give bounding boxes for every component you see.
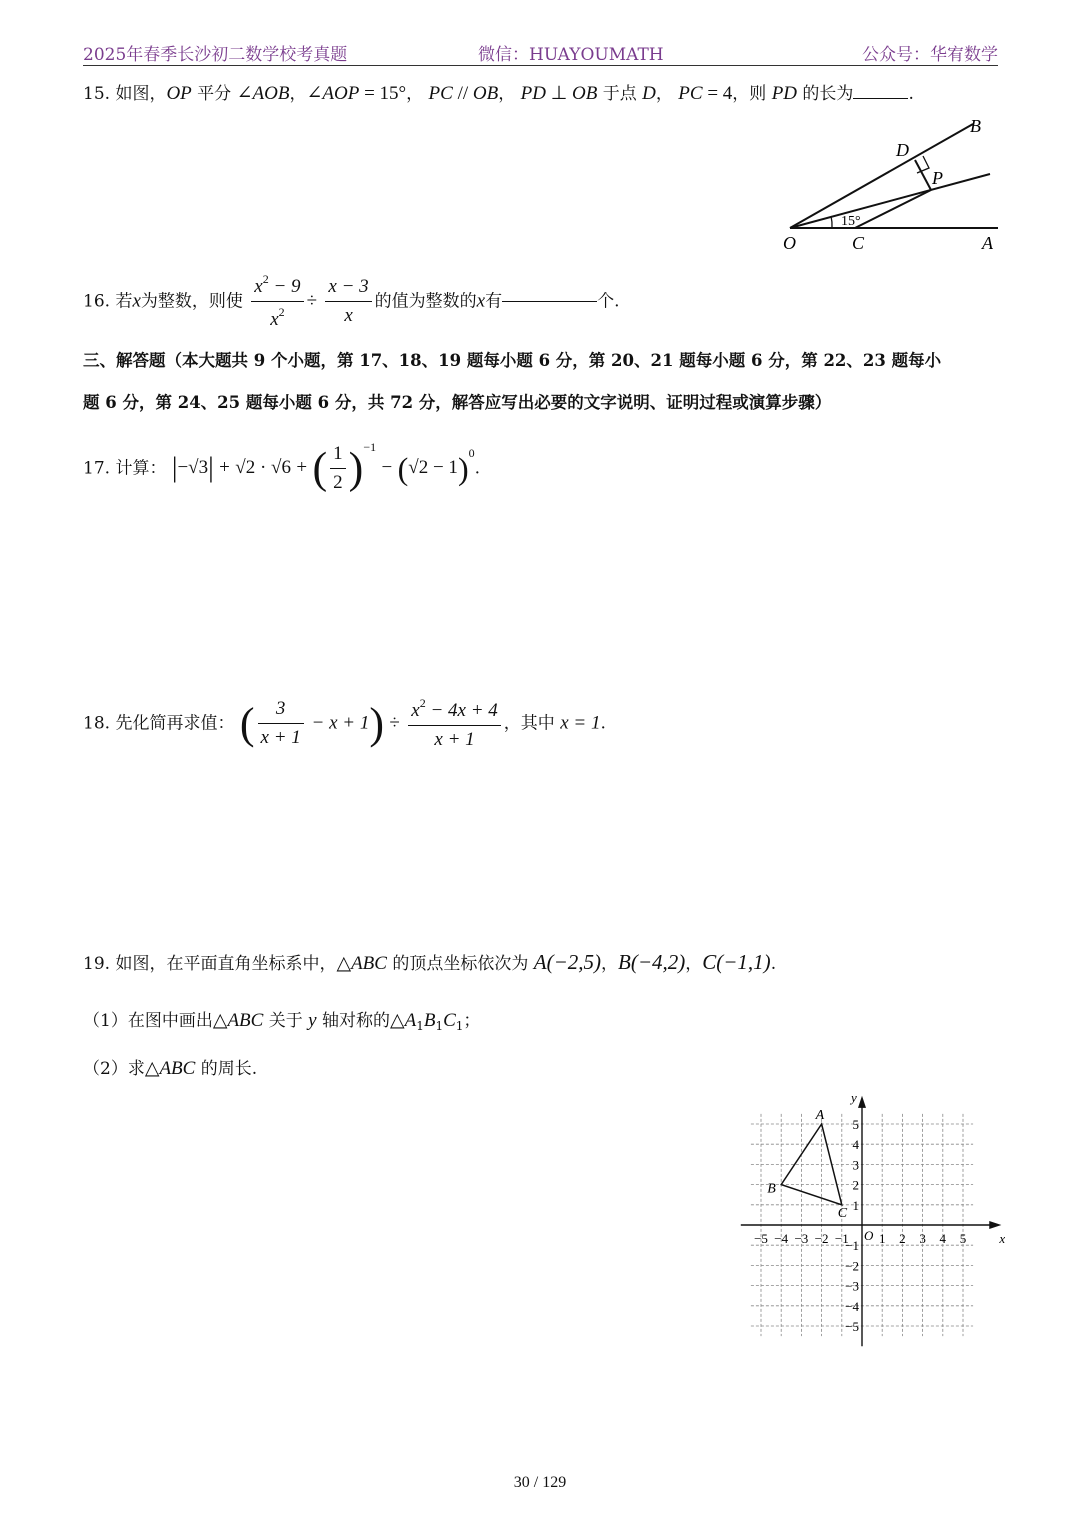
point-label-c: C (837, 1205, 848, 1221)
q15-text: . (908, 84, 914, 104)
q15-math: = 4 (702, 83, 733, 104)
q16-math: x (132, 290, 141, 312)
question-17 (83, 440, 480, 494)
page-number: 30 / 129 (513, 1474, 567, 1491)
label-a: A (982, 233, 993, 253)
q18-text: . (600, 713, 606, 734)
point-label-b: B (767, 1181, 776, 1197)
x-tick-label: 4 (939, 1231, 947, 1246)
y-tick-label: 2 (852, 1177, 859, 1193)
q19-text: 轴对称的 (316, 1011, 390, 1031)
q15-math: OP (166, 83, 192, 104)
figure-19-coordinate-grid (752, 1089, 1006, 1342)
q17-math: √2 (235, 457, 256, 479)
q19-text: . (770, 954, 777, 974)
q15-math: ∠AOB (236, 83, 290, 104)
y-tick-label: −3 (845, 1278, 859, 1294)
y-tick-label: 4 (852, 1137, 859, 1153)
q15-math: PC (428, 83, 453, 104)
q19-text: ， (685, 954, 703, 974)
q17-math: − (381, 457, 393, 479)
label-c: C (852, 233, 865, 253)
q19-subscript: 1 (455, 1019, 464, 1033)
q15-text: ， (498, 84, 516, 104)
y-tick-label: −1 (845, 1238, 859, 1254)
abs-bar: | (208, 452, 214, 484)
q17-math: + (219, 457, 230, 479)
x-tick-label: 2 (899, 1231, 906, 1246)
q15-text: 的长为 (797, 84, 854, 104)
q18-frac-text: x (411, 700, 420, 721)
label-b: B (970, 116, 981, 136)
q17-exponent: −1 (363, 440, 377, 454)
q17-math: + (296, 457, 308, 479)
q15-text: ， (655, 84, 673, 104)
q18-fraction-1 (258, 698, 304, 750)
q19-math: C (443, 1010, 456, 1031)
q19-text: 的顶点坐标依次为 (386, 954, 534, 974)
q16-frac-text: 2 (278, 304, 285, 319)
y-tick-label: 5 (852, 1117, 859, 1132)
label-d: D (896, 140, 909, 160)
section-3-instructions: 三、解答题（本大题共 9 个小题，第 17、18、19 题每小题 6 分，第 20、21 题每小题 6 分，第 22、23 题每小 (83, 351, 942, 370)
q18-fraction-2 (408, 696, 501, 752)
x-tick-label: −3 (794, 1231, 809, 1246)
q17-exponent: 0 (468, 446, 475, 460)
q15-number: 15. 如图， (83, 84, 167, 104)
q15-math: // (452, 83, 473, 104)
y-axis-arrow (858, 1096, 866, 1108)
header-rule (83, 65, 998, 66)
left-paren: ( (239, 698, 255, 748)
q19-math: B (423, 1010, 436, 1031)
q15-math: ⊥ (545, 83, 573, 104)
q19-math: A(−2,5) (533, 950, 602, 974)
figure-15-diagram (770, 112, 1010, 257)
ray-op (790, 174, 990, 228)
q19-math: y (308, 1010, 317, 1031)
q15-text: ，则 (732, 84, 772, 104)
right-paren: ) (457, 450, 469, 487)
q19-number: 19. 如图，在平面直角坐标系中， (83, 954, 337, 974)
q16-text: 个. (597, 291, 620, 312)
q19-subscript: 1 (435, 1019, 444, 1033)
q19-text: （2）求 (83, 1059, 145, 1079)
q16-frac-text: x (254, 276, 263, 297)
ray-ob (790, 124, 973, 228)
q16-divide: ÷ (306, 290, 317, 312)
y-tick-label: −4 (845, 1298, 859, 1314)
q16-text: 有 (485, 291, 503, 312)
q19-text: （1）在图中画出 (83, 1011, 213, 1031)
q15-text: ， (406, 84, 424, 104)
q15-text: ， (289, 84, 307, 104)
q18-frac-text: − 4x + 4 (425, 700, 498, 721)
left-paren: ( (397, 450, 409, 487)
right-paren: ) (369, 698, 385, 748)
q15-math: OB (572, 83, 598, 104)
y-tick-label: −2 (845, 1258, 859, 1274)
angle-label: 15° (841, 214, 861, 229)
q18-frac-text: x + 1 (434, 728, 475, 750)
q18-frac-text: 2 (419, 696, 426, 710)
q18-number: 18. 先化简再求值： (83, 713, 235, 734)
right-paren: ) (348, 443, 364, 493)
header-title: 2025年春季长沙初二数学校考真题 (83, 45, 348, 65)
question-19 (83, 950, 776, 976)
label-o: O (783, 233, 796, 253)
q18-frac-text: x + 1 (260, 726, 301, 748)
q16-frac-text: x (344, 304, 353, 326)
q16-frac-text: 2 (262, 272, 269, 286)
question-19-part-2 (83, 1058, 257, 1081)
q15-text: 于点 (597, 84, 643, 104)
x-tick-label: 1 (878, 1231, 886, 1246)
q19-math: △ABC (336, 953, 387, 974)
q16-frac-text: x − 3 (325, 276, 371, 302)
q15-text: 平分 (191, 84, 237, 104)
q18-text: ，其中 (503, 713, 561, 734)
answer-blank[interactable] (853, 98, 908, 99)
q17-math: · (255, 457, 272, 479)
q18-frac-text: 3 (258, 698, 304, 724)
q15-math: D (642, 83, 656, 104)
left-paren: ( (312, 443, 328, 493)
q16-frac-text: − 9 (268, 276, 301, 297)
q19-math: C(−1,1) (702, 950, 771, 974)
q15-math: PC (678, 83, 703, 104)
question-16 (83, 272, 620, 332)
right-angle-mark (917, 156, 929, 173)
q19-math: △ABC (144, 1058, 196, 1079)
q19-math: B(−4,2) (618, 950, 686, 974)
q17-fraction (330, 443, 346, 495)
page-header (83, 38, 998, 66)
origin-label: O (864, 1228, 874, 1243)
q18-divide: ÷ (389, 712, 400, 734)
q17-number: 17. 计算： (83, 458, 167, 479)
x-tick-label: 5 (959, 1231, 967, 1246)
q18-math: x = 1 (560, 712, 601, 734)
q15-math: ∠AOP (306, 83, 360, 104)
q19-subscript: 1 (416, 1019, 424, 1033)
q17-text: . (474, 458, 480, 479)
q19-text: ， (601, 954, 619, 974)
x-tick-label: −1 (834, 1231, 849, 1246)
point-label-a: A (815, 1108, 825, 1123)
label-p: P (932, 168, 943, 188)
segment-pd (915, 160, 931, 190)
q16-text: 为整数，则使 (140, 291, 243, 312)
y-axis-label: y (851, 1089, 857, 1105)
q16-fraction-1 (251, 272, 303, 332)
answer-blank[interactable] (502, 301, 597, 302)
q19-text: ； (463, 1011, 481, 1031)
q17-math: −√3 (177, 457, 209, 479)
segment-pc (855, 190, 931, 228)
y-tick-label: 3 (852, 1157, 859, 1173)
q15-math: PD (771, 83, 798, 104)
q17-frac-text: 1 (330, 443, 346, 469)
header-account: 公众号：华宥数学 (862, 45, 998, 65)
abs-bar: | (171, 452, 178, 484)
q15-math: = 15° (359, 83, 407, 104)
x-axis-arrow (989, 1221, 1001, 1229)
q16-frac-text: x (270, 308, 279, 330)
section-3-instructions-cont: 题 6 分，第 24、25 题每小题 6 分，共 72 分，解答应写出必要的文字说明、证明过程或演算步骤） (83, 393, 832, 412)
q16-number: 16. 若 (83, 291, 133, 312)
q19-text: 关于 (263, 1011, 309, 1031)
y-tick-label: 1 (852, 1197, 859, 1213)
q17-math: √6 (271, 457, 291, 479)
question-18 (83, 696, 606, 752)
x-tick-label: −4 (774, 1231, 789, 1246)
question-19-part-1 (83, 1010, 480, 1033)
q19-text: 的周长. (195, 1059, 258, 1079)
angle-arc (831, 216, 832, 228)
q18-math: − x + 1 (306, 712, 370, 734)
q16-math: x (476, 290, 486, 312)
q19-math: △A (389, 1010, 417, 1031)
x-axis-label: x (999, 1231, 1006, 1246)
q16-fraction-2 (325, 276, 371, 328)
question-15 (83, 83, 914, 106)
q17-math: √2 − 1 (408, 457, 458, 479)
q15-math: OB (472, 83, 499, 104)
header-wechat: 微信：HUAYOUMATH (478, 45, 664, 65)
q17-frac-text: 2 (333, 471, 343, 493)
y-tick-label: −5 (845, 1319, 859, 1334)
x-tick-label: −2 (814, 1231, 829, 1246)
q19-math: △ABC (212, 1010, 264, 1031)
x-tick-label: 3 (919, 1231, 926, 1246)
q15-math: PD (520, 83, 546, 104)
x-tick-label: −5 (754, 1231, 768, 1246)
q16-text: 的值为整数的 (374, 291, 477, 312)
